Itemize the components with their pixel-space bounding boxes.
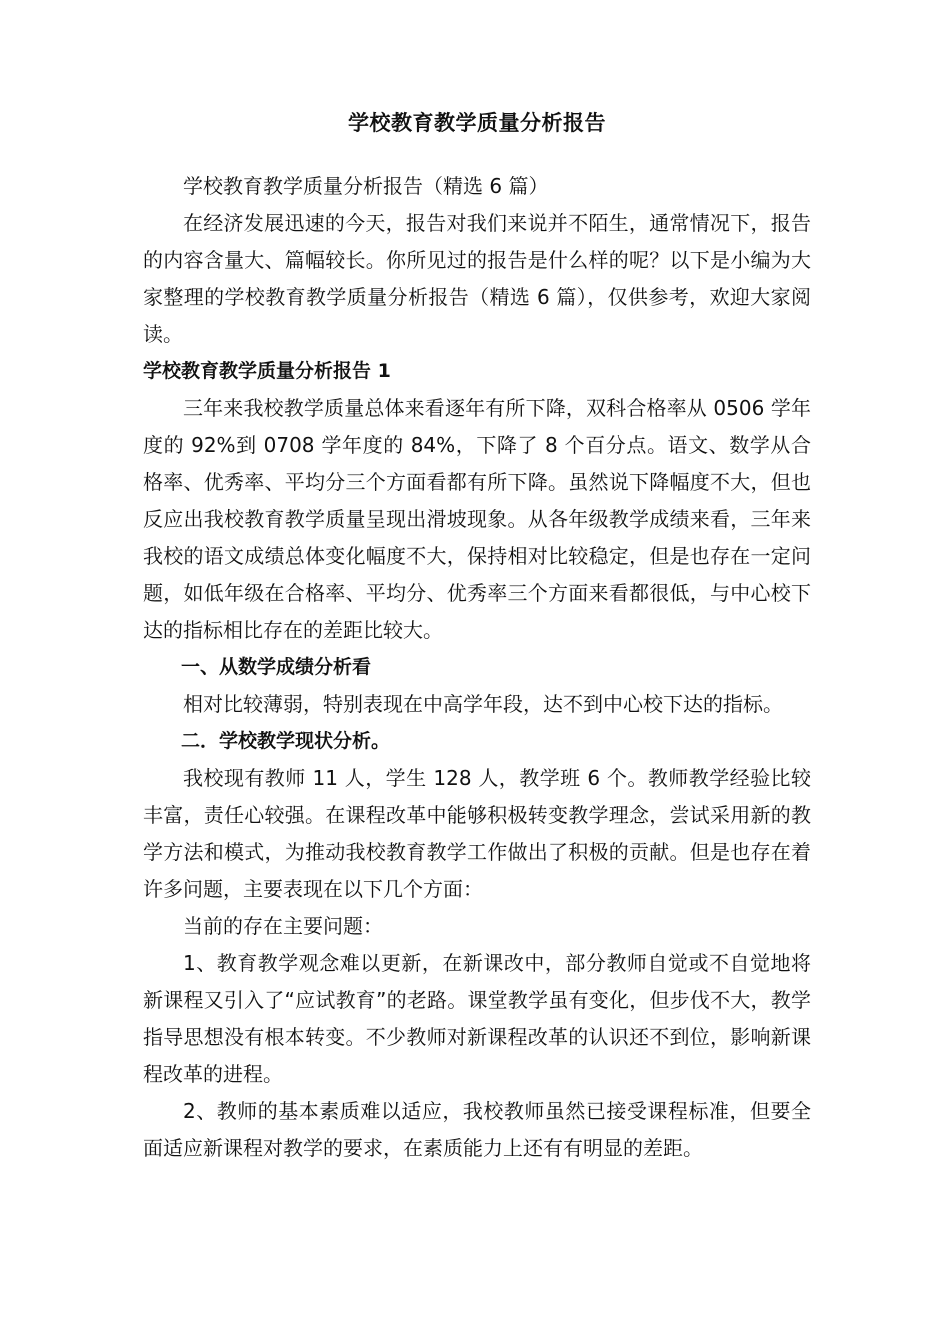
problems-intro-paragraph: 当前的存在主要问题： bbox=[183, 914, 383, 938]
document-title: 学校教育教学质量分析报告 bbox=[348, 111, 606, 135]
school-status-paragraph: 我校现有教师 11 人，学生 128 人，教学班 6 个。教师教学经验比较丰富，责任心较强。在课程改革中能够积极转变教学理念，尝试采用新的教学方法和模式，为推动我校教育教学工作做出了积极的贡献。但是也存在着许多问题，主要表现在以下几个方面： bbox=[143, 766, 811, 901]
intro-paragraph: 在经济发展迅速的今天，报告对我们来说并不陌生，通常情况下，报告的内容含量大、篇幅较长。你所见过的报告是什么样的呢？以下是小编为大家整理的学校教育教学质量分析报告（精选 6 篇），仅供参考，欢迎大家阅读。 bbox=[143, 211, 811, 346]
subheading-school-status: 二．学校教学现状分析。 bbox=[181, 730, 391, 752]
problem-2-paragraph: 2、教师的基本素质难以适应，我校教师虽然已接受课程标准，但要全面适应新课程对教学的要求，在素质能力上还有有明显的差距。 bbox=[143, 1099, 811, 1160]
subheading-math-analysis: 一、从数学成绩分析看 bbox=[181, 656, 372, 678]
math-analysis-paragraph: 相对比较薄弱，特别表现在中高学年段，达不到中心校下达的指标。 bbox=[183, 692, 783, 716]
section1-paragraph: 三年来我校教学质量总体来看逐年有所下降，双科合格率从 0506 学年度的 92%到 0708 学年度的 84%，下降了 8 个百分点。语文、数学从合格率、优秀率、平均分三个方面看都有所下降。虽然说下降幅度不大，但也反应出我校教育教学质量呈现出滑坡现象。从各年级教学成绩来看，三年来我校的语文成绩总体变化幅度不大，保持相对比较稳定，但是也存在一定问题，如低年级在合格率、平均分、优秀率三个方面来看都很低，与中心校下达的指标相比存在的差距比较大。 bbox=[143, 396, 811, 642]
subtitle-paragraph: 学校教育教学质量分析报告（精选 6 篇） bbox=[183, 174, 549, 198]
document-body bbox=[143, 108, 811, 1167]
problem-1-paragraph: 1、教育教学观念难以更新，在新课改中，部分教师自觉或不自觉地将新课程又引入了“应试教育”的老路。课堂教学虽有变化，但步伐不大，教学指导思想没有根本转变。不少教师对新课程改革的认识还不到位，影响新课程改革的进程。 bbox=[143, 951, 811, 1086]
section-heading-1: 学校教育教学质量分析报告 1 bbox=[143, 360, 391, 382]
